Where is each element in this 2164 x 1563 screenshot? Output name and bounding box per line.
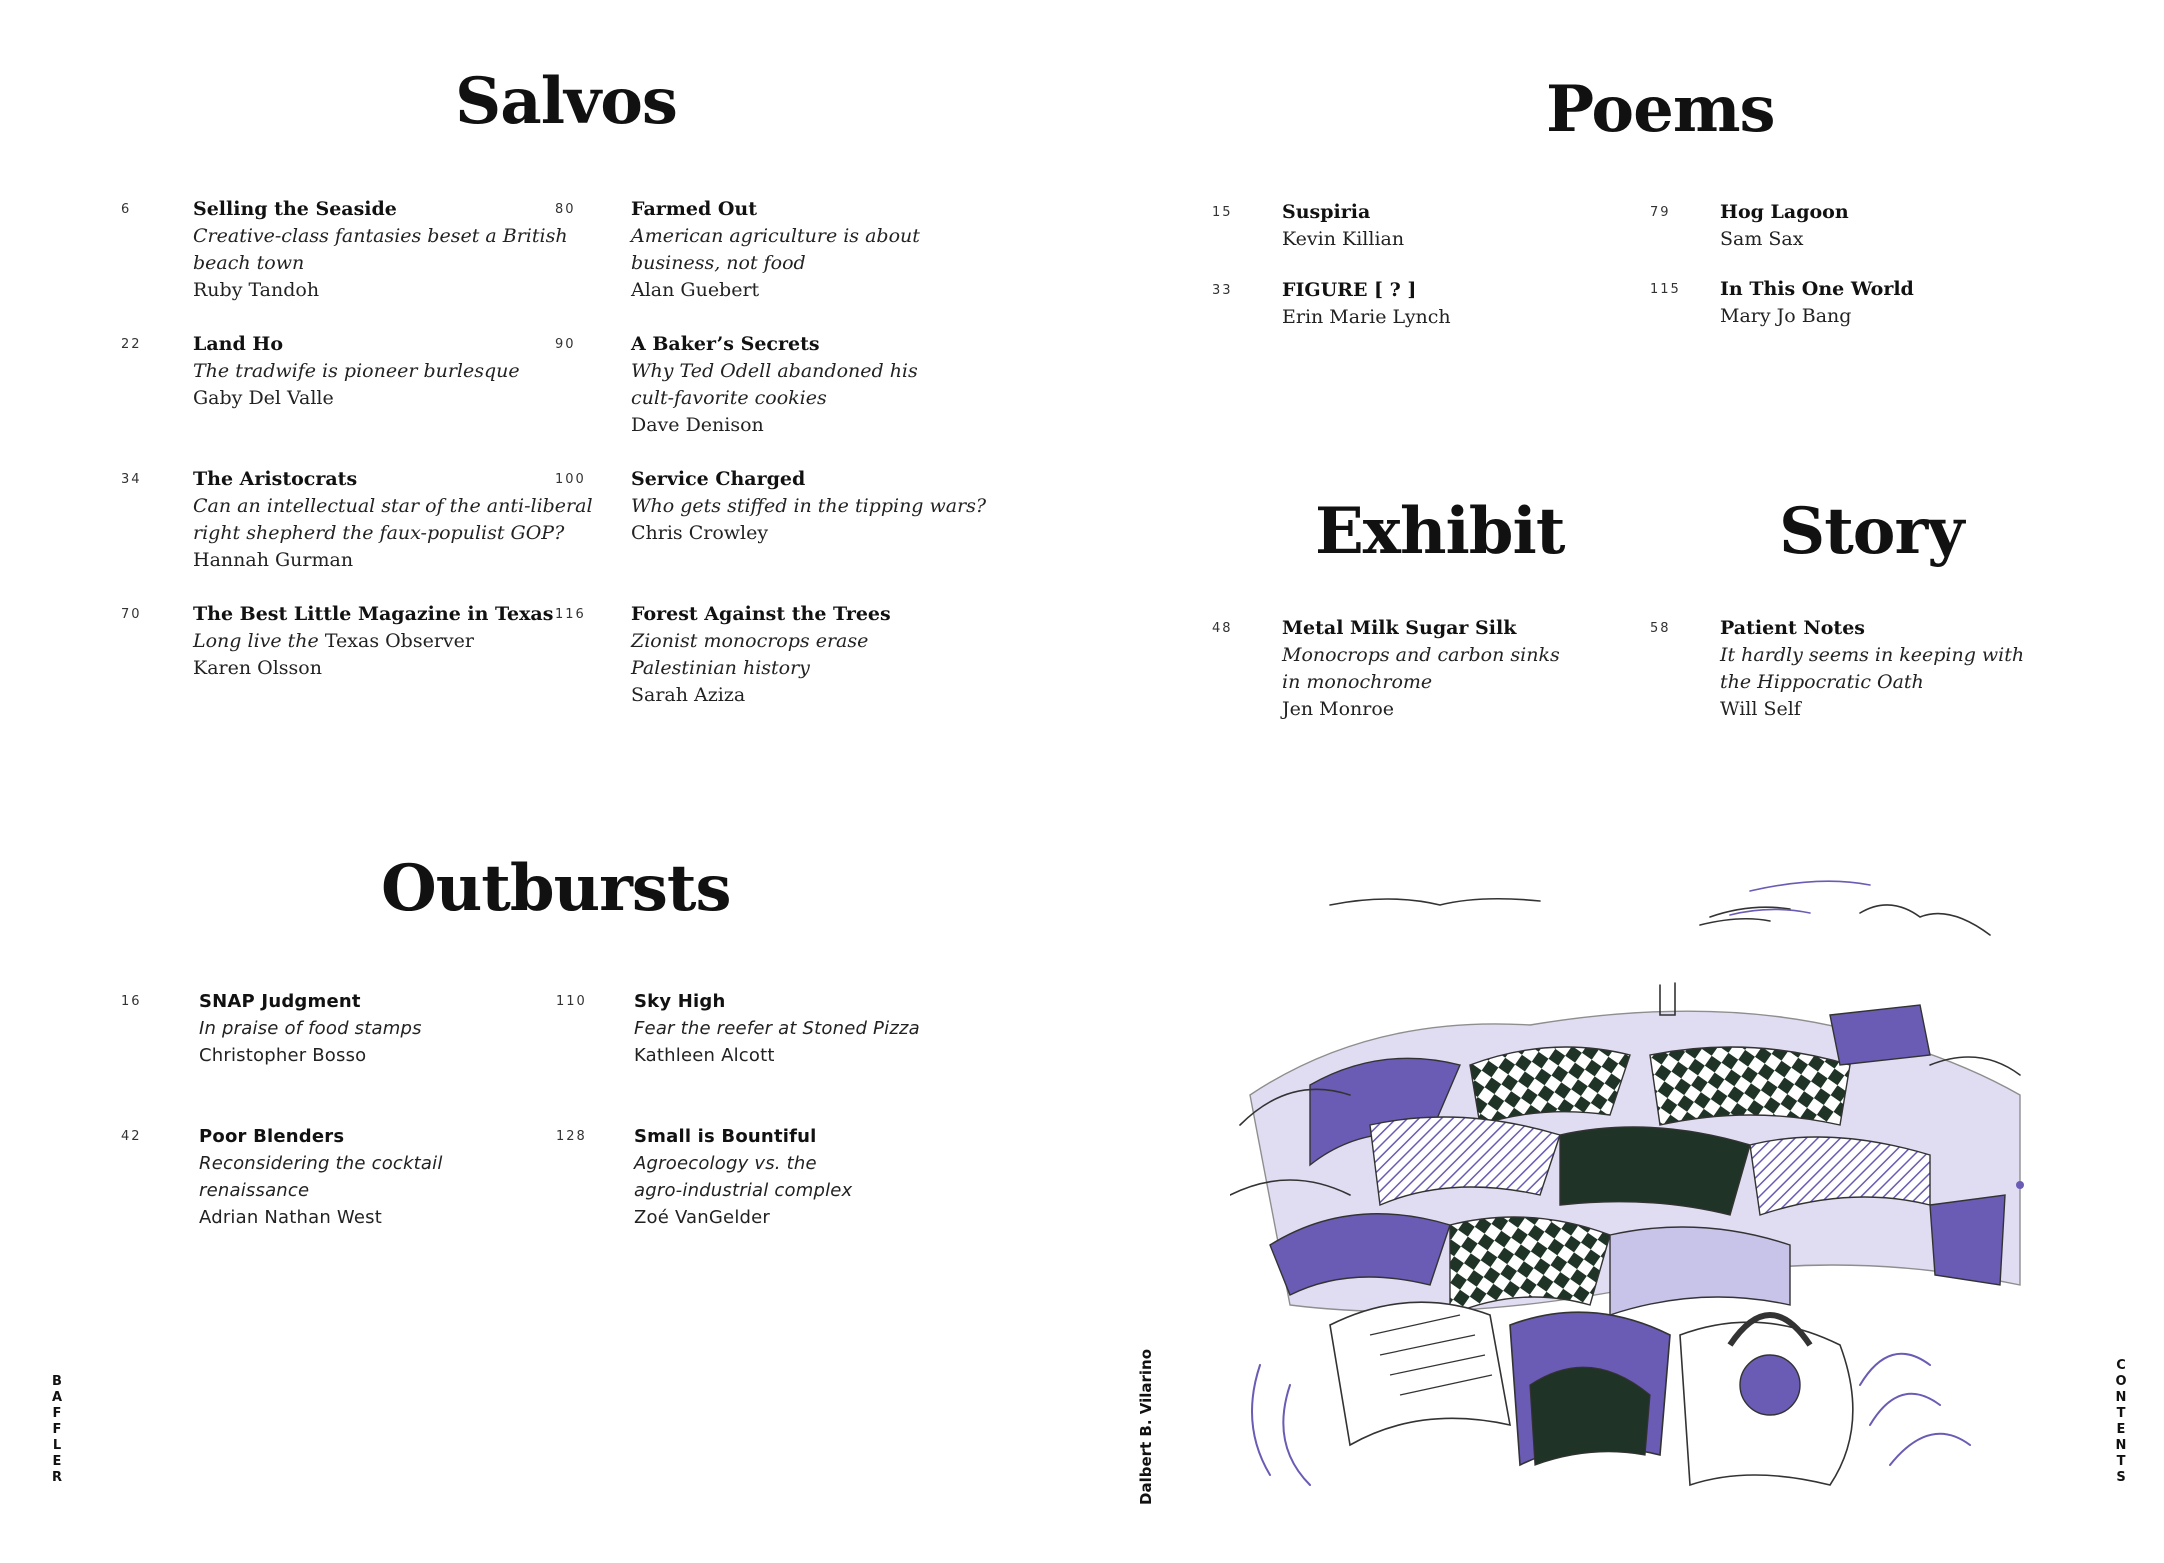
entry-author: Ruby Tandoh <box>193 279 320 301</box>
entry-subtitle: Who gets stiffed in the tipping wars? <box>631 495 987 517</box>
page-number: 79 <box>1650 205 1671 220</box>
wordmark-letter: B <box>52 1374 62 1389</box>
entry-subtitle: cult-favorite cookies <box>631 387 827 409</box>
entry-author: Zoé VanGelder <box>634 1207 771 1228</box>
page-number: 128 <box>556 1129 587 1144</box>
label-letter: E <box>2116 1422 2126 1437</box>
entry-author: Will Self <box>1720 698 1801 720</box>
entry-author: Kevin Killian <box>1282 228 1405 250</box>
page-number: 116 <box>555 607 586 622</box>
entry-subtitle: renaissance <box>199 1180 310 1201</box>
entry-title: Sky High <box>634 991 726 1012</box>
entry-author: Karen Olsson <box>193 657 322 679</box>
entry-subtitle: beach town <box>193 252 305 274</box>
entry-subtitle: in monochrome <box>1282 671 1433 693</box>
entry-subtitle: Agroecology vs. the <box>634 1153 817 1174</box>
illustration-credit: Dalbert B. Vilarino <box>1137 1348 1155 1505</box>
subtitle-prefix: Long live the <box>193 630 325 652</box>
entry-title: A Baker’s Secrets <box>631 333 820 355</box>
entry-author: Jen Monroe <box>1282 698 1395 720</box>
label-letter: N <box>2115 1390 2127 1405</box>
entry-subtitle: The tradwife is pioneer burlesque <box>193 360 520 382</box>
entry-title: Poor Blenders <box>199 1126 345 1147</box>
wordmark-letter: F <box>52 1422 62 1437</box>
entry-author: Gaby Del Valle <box>193 387 334 409</box>
entry-title: Small is Bountiful <box>634 1126 817 1147</box>
entry-subtitle: Monocrops and carbon sinks <box>1282 644 1560 666</box>
entry-subtitle: It hardly seems in keeping with <box>1720 644 2025 666</box>
label-letter: T <box>2116 1406 2126 1421</box>
entry-author: Sarah Aziza <box>631 684 746 706</box>
entry-title: Land Ho <box>193 333 284 355</box>
story-heading: Story <box>1779 494 1964 569</box>
salvos-heading: Salvos <box>455 64 677 139</box>
label-letter: O <box>2115 1374 2127 1389</box>
page-number: 70 <box>121 607 142 622</box>
poems-heading: Poems <box>1546 72 1775 147</box>
entry-subtitle: Can an intellectual star of the anti-liberal <box>193 495 593 517</box>
page-number: 110 <box>556 994 587 1009</box>
page-number: 42 <box>121 1129 142 1144</box>
entry-title: Patient Notes <box>1720 617 1865 639</box>
wordmark-letter: A <box>51 1390 63 1405</box>
entry-subtitle: American agriculture is about <box>631 225 920 247</box>
page-number: 115 <box>1650 282 1681 297</box>
page-number: 33 <box>1212 283 1233 298</box>
entry-title: Farmed Out <box>631 198 758 220</box>
entry-author: Chris Crowley <box>631 522 769 544</box>
entry-title: In This One World <box>1720 278 1914 300</box>
entry-subtitle: Fear the reefer at Stoned Pizza <box>634 1018 920 1039</box>
entry-author: Kathleen Alcott <box>634 1045 775 1066</box>
label-letter: C <box>2116 1358 2126 1373</box>
page-number: 100 <box>555 472 586 487</box>
entry-subtitle: business, not food <box>631 252 806 274</box>
wordmark-letter: E <box>52 1454 62 1469</box>
entry-subtitle: right shepherd the faux-populist GOP? <box>193 522 565 544</box>
page-number: 15 <box>1212 205 1233 220</box>
page-number: 34 <box>121 472 142 487</box>
entry-title: Hog Lagoon <box>1720 201 1849 223</box>
entry-subtitle <box>193 628 553 655</box>
entry-title: Metal Milk Sugar Silk <box>1282 617 1517 639</box>
entry-subtitle: Palestinian history <box>631 657 810 679</box>
entry-author: Hannah Gurman <box>193 549 354 571</box>
publication-name: Texas Observer <box>324 630 474 652</box>
baffler-wordmark <box>50 1374 64 1486</box>
entry-title: Forest Against the Trees <box>631 603 891 625</box>
entry-subtitle: Zionist monocrops erase <box>631 630 869 652</box>
entry-title: SNAP Judgment <box>199 991 361 1012</box>
page-number: 58 <box>1650 621 1671 636</box>
entry-author: Erin Marie Lynch <box>1282 306 1451 328</box>
entry-subtitle: Creative-class fantasies beset a British <box>193 225 568 247</box>
page-number: 90 <box>555 337 576 352</box>
outbursts-heading: Outbursts <box>381 851 731 926</box>
contents-label <box>2114 1358 2128 1486</box>
entry-subtitle: agro-industrial complex <box>634 1180 853 1201</box>
wordmark-letter: L <box>52 1438 62 1453</box>
entry-subtitle: Why Ted Odell abandoned his <box>631 360 918 382</box>
entry-author: Alan Guebert <box>631 279 760 301</box>
entry-author: Mary Jo Bang <box>1720 305 1852 327</box>
entry-title: FIGURE [ ? ] <box>1282 279 1417 301</box>
entry-subtitle: Reconsidering the cocktail <box>199 1153 443 1174</box>
entry-title: Service Charged <box>631 468 806 490</box>
entry-title: The Best Little Magazine in Texas <box>193 603 554 625</box>
page-number: 16 <box>121 994 142 1009</box>
entry-author: Christopher Bosso <box>199 1045 367 1066</box>
page-number: 22 <box>121 337 142 352</box>
label-letter: N <box>2115 1438 2127 1453</box>
entry-title: The Aristocrats <box>193 468 358 490</box>
entry-author: Adrian Nathan West <box>199 1207 382 1228</box>
exhibit-heading: Exhibit <box>1315 494 1565 569</box>
entry-author: Sam Sax <box>1720 228 1804 250</box>
label-letter: S <box>2116 1470 2126 1485</box>
page-number: 48 <box>1212 621 1233 636</box>
landscape-illustration <box>1230 865 2040 1505</box>
entry-subtitle: In praise of food stamps <box>199 1018 422 1039</box>
entry-title: Selling the Seaside <box>193 198 397 220</box>
entry-subtitle: the Hippocratic Oath <box>1720 671 1924 693</box>
entry-author: Dave Denison <box>631 414 764 436</box>
wordmark-letter: F <box>52 1406 62 1421</box>
entry-title: Suspiria <box>1282 201 1371 223</box>
page-number: 6 <box>121 202 132 217</box>
wordmark-letter: R <box>51 1470 62 1485</box>
label-letter: T <box>2116 1454 2126 1469</box>
page-number: 80 <box>555 202 576 217</box>
